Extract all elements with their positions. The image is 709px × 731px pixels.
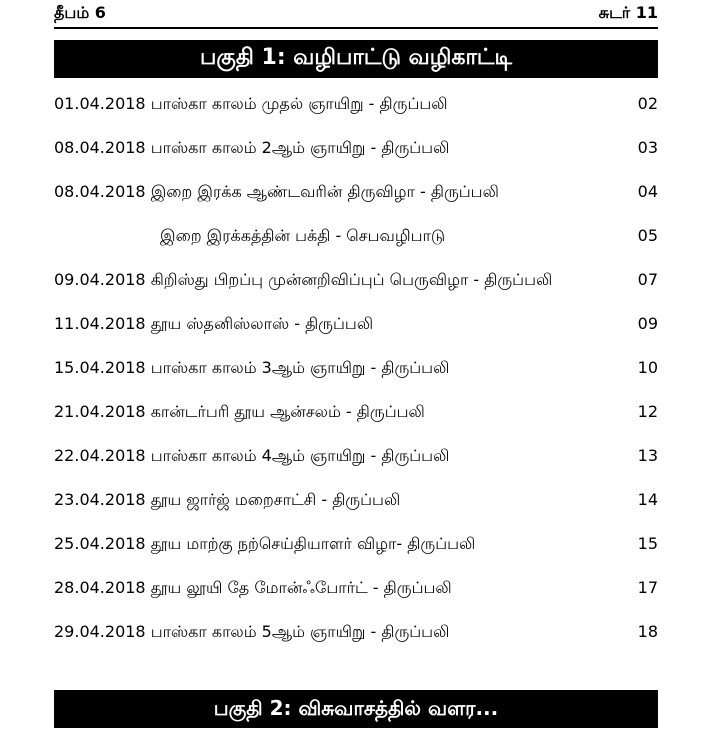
section-1-heading: பகுதி 1: வழிபாட்டு வழிகாட்டி	[54, 40, 658, 78]
toc-entry-page: 12	[637, 402, 658, 421]
toc-entry-title: 15.04.2018 பாஸ்கா காலம் 3ஆம் ஞாயிறு - திருப்பலி	[54, 358, 450, 377]
toc-entry-title: 08.04.2018 இறை இரக்க ஆண்டவரின் திருவிழா - திருப்பலி	[54, 182, 499, 201]
toc-entry-page: 07	[637, 270, 658, 289]
toc-row[interactable]	[54, 88, 658, 132]
toc-entry-page: 15	[637, 534, 658, 553]
toc-entry-page: 09	[637, 314, 658, 333]
toc-entry-title: 11.04.2018 தூய ஸ்தனிஸ்லாஸ் - திருப்பலி	[54, 314, 374, 333]
toc-entry-title: 23.04.2018 தூய ஜார்ஜ் மறைசாட்சி - திருப்பலி	[54, 490, 401, 509]
toc-entry-page: 10	[637, 358, 658, 377]
toc-entry-title: 25.04.2018 தூய மாற்கு நற்செய்தியாளர் விழா- திருப்பலி	[54, 534, 476, 553]
toc-entry-page: 04	[637, 182, 658, 201]
toc-entry-page: 18	[637, 622, 658, 641]
toc-row[interactable]	[54, 220, 658, 264]
toc-row[interactable]	[54, 528, 658, 572]
toc-entry-page: 14	[637, 490, 658, 509]
toc-row[interactable]	[54, 308, 658, 352]
toc-row[interactable]	[54, 484, 658, 528]
toc-row[interactable]	[54, 396, 658, 440]
section-2-heading: பகுதி 2: விசுவாசத்தில் வளர...	[54, 690, 658, 728]
toc-row[interactable]	[54, 440, 658, 484]
toc-row[interactable]	[54, 352, 658, 396]
toc-entry-title: 22.04.2018 பாஸ்கா காலம் 4ஆம் ஞாயிறு - திருப்பலி	[54, 446, 450, 465]
page-header	[54, 0, 658, 29]
toc-row[interactable]	[54, 264, 658, 308]
toc-entry-page: 17	[637, 578, 658, 597]
toc-entry-title: இறை இரக்கத்தின் பக்தி - செபவழிபாடு	[160, 226, 446, 245]
toc-entry-title: 28.04.2018 தூய லூயி தே மோன்ஃபோர்ட் - திருப்பலி	[54, 578, 452, 597]
toc-entry-page: 02	[637, 94, 658, 113]
toc-entry-title: 21.04.2018 கான்டர்பரி தூய ஆன்சலம் - திருப்பலி	[54, 402, 425, 421]
toc-entry-title: 08.04.2018 பாஸ்கா காலம் 2ஆம் ஞாயிறு - திருப்பலி	[54, 138, 450, 157]
toc-row[interactable]	[54, 572, 658, 616]
theme-label: தீபம் 6	[54, 3, 106, 22]
toc-entry-title: 29.04.2018 பாஸ்கா காலம் 5ஆம் ஞாயிறு - திருப்பலி	[54, 622, 450, 641]
toc-entry-page: 13	[637, 446, 658, 465]
issue-label: சுடர் 11	[598, 3, 658, 22]
table-of-contents	[54, 88, 658, 660]
toc-entry-title: 01.04.2018 பாஸ்கா காலம் முதல் ஞாயிறு - திருப்பலி	[54, 94, 448, 113]
toc-entry-page: 03	[637, 138, 658, 157]
toc-entry-title: 09.04.2018 கிறிஸ்து பிறப்பு முன்னறிவிப்புப் பெருவிழா - திருப்பலி	[54, 270, 553, 289]
toc-entry-page: 05	[637, 226, 658, 245]
toc-row[interactable]	[54, 616, 658, 660]
toc-row[interactable]	[54, 132, 658, 176]
toc-row[interactable]	[54, 176, 658, 220]
